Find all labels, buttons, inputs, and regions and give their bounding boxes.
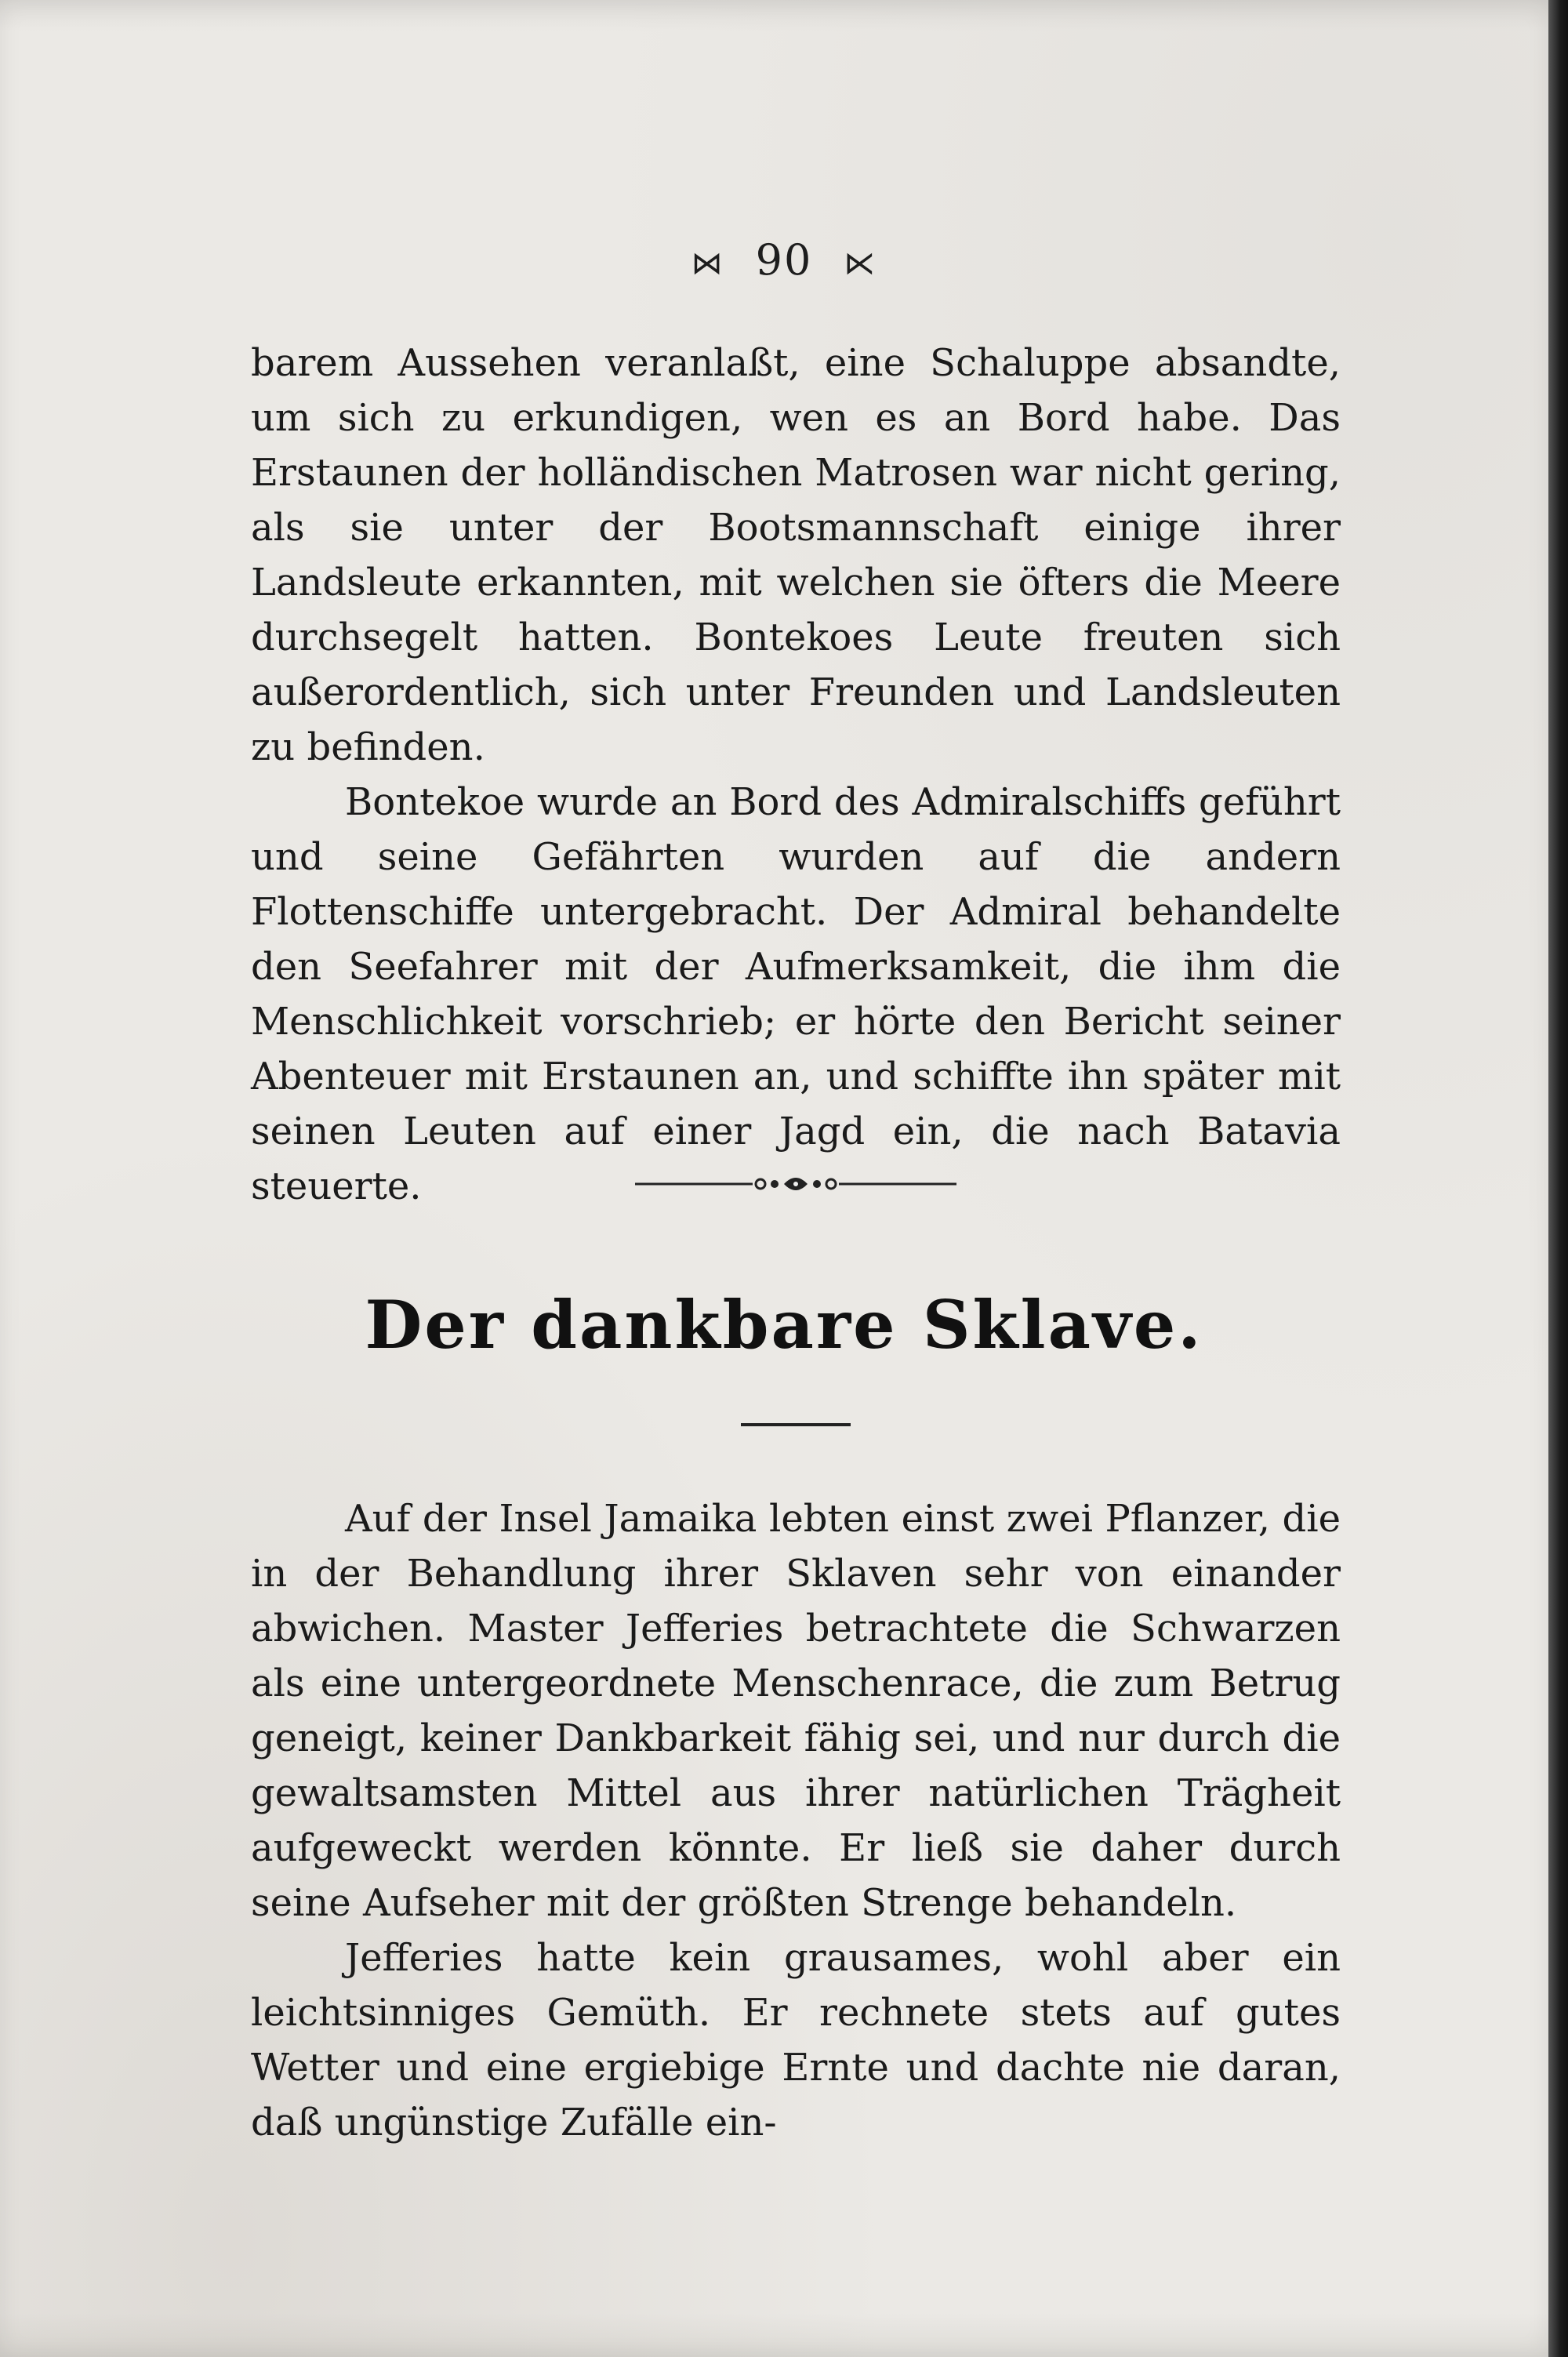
paragraph: barem Aussehen veranlaßt, eine Schaluppe absandte, um sich zu erkundigen, wen es an Bord habe. Das Erstaunen der holländischen Matrosen war nicht gering, als sie unter der Bootsmannschaft einige ihrer Landsleute erkannten, mit welchen sie öfters die Meere durchsegelt hatten. Bontekoes Leute freuten sich außerordentlich, sich unter Freunden und Landsleuten zu befinden. <box>251 341 1341 769</box>
ornament-right-icon: ⋉ <box>844 245 877 281</box>
section-title: Der dankbare Sklave. <box>365 1286 1203 1364</box>
page-number: 90 <box>755 235 813 285</box>
ornament-left-icon: ⋈ <box>691 245 724 281</box>
title-underline <box>741 1423 851 1426</box>
section-2-text <box>251 1491 1341 2150</box>
page-header <box>0 235 1568 285</box>
ornamental-divider-icon <box>635 1168 956 1200</box>
section-1-text <box>251 336 1341 1214</box>
paragraph: Jefferies hatte kein grausames, wohl aber ein leichtsinniges Gemüth. Er rechnete stets auf gutes Wetter und eine ergiebige Ernte und dachte nie daran, daß ungünstige Zufälle ein- <box>251 1936 1341 2145</box>
scan-edge <box>1548 0 1568 2357</box>
paragraph: Auf der Insel Jamaika lebten einst zwei Pflanzer, die in der Behandlung ihrer Sklaven sehr von einander abwichen. Master Jefferies betrachtete die Schwarzen als eine untergeordnete Menschenrace, die zum Betrug geneigt, keiner Dankbarkeit fähig sei, und nur durch die gewaltsamsten Mittel aus ihrer natürlichen Trägheit aufgeweckt werden könnte. Er ließ sie daher durch seine Aufseher mit der größten Strenge behandeln. <box>251 1497 1341 1925</box>
paragraph: Bontekoe wurde an Bord des Admiralschiffs geführt und seine Gefährten wurden auf die andern Flottenschiffe untergebracht. Der Admiral behandelte den Seefahrer mit der Aufmerksamkeit, die ihm die Menschlichkeit vorschrieb; er hörte den Bericht seiner Abenteuer mit Erstaunen an, und schiffte ihn später mit seinen Leuten auf einer Jagd ein, die nach Batavia steuerte. <box>251 780 1341 1208</box>
